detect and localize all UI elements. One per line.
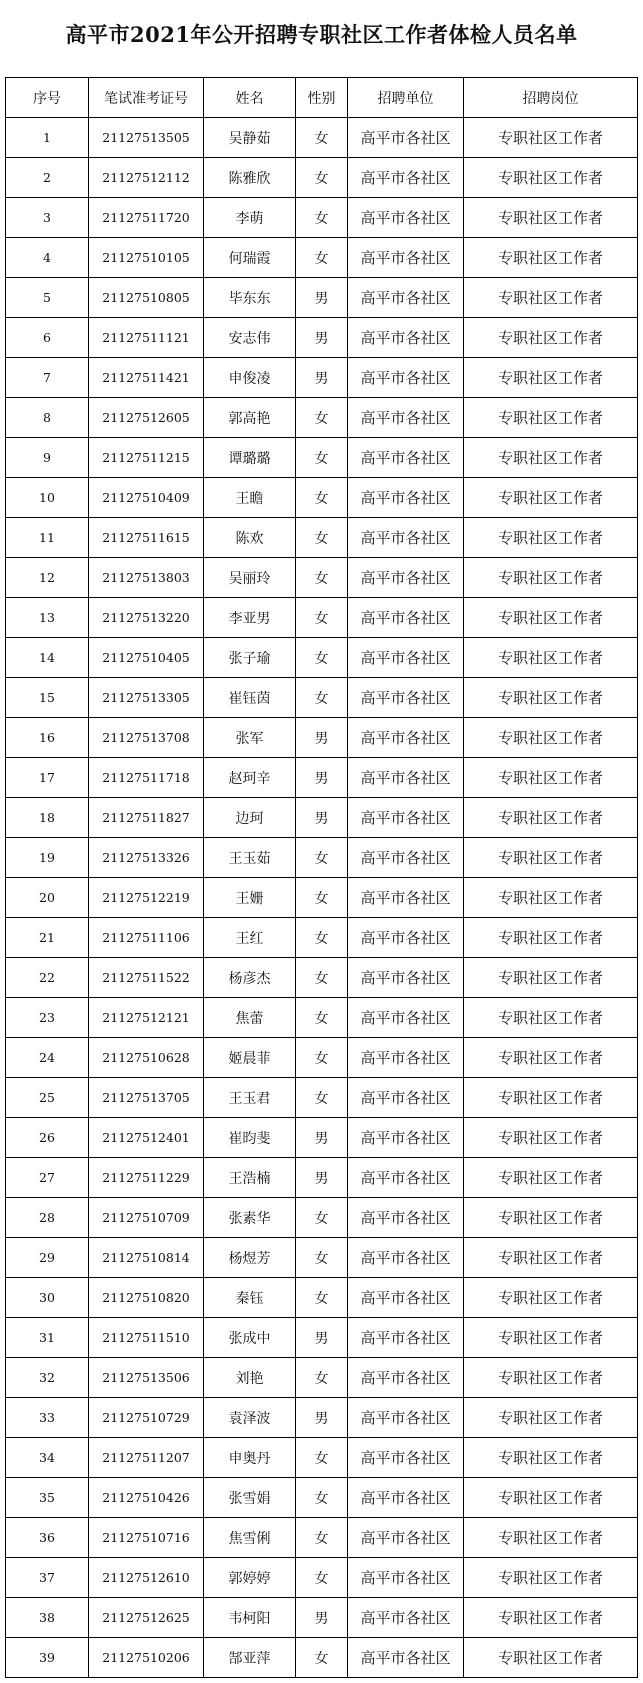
cell-gender: 男 [296, 798, 348, 838]
cell-exam-number: 21127512401 [89, 1118, 204, 1158]
cell-exam-number: 21127512121 [89, 998, 204, 1038]
cell-seq: 31 [6, 1318, 89, 1358]
cell-gender: 女 [296, 878, 348, 918]
cell-seq: 19 [6, 838, 89, 878]
cell-seq: 18 [6, 798, 89, 838]
cell-gender: 女 [296, 1558, 348, 1598]
cell-recruiting-unit: 高平市各社区 [348, 1358, 464, 1398]
cell-gender: 女 [296, 558, 348, 598]
cell-recruiting-unit: 高平市各社区 [348, 1598, 464, 1638]
cell-recruiting-unit: 高平市各社区 [348, 958, 464, 998]
cell-seq: 2 [6, 158, 89, 198]
cell-recruiting-unit: 高平市各社区 [348, 118, 464, 158]
cell-name: 陈欢 [204, 518, 296, 558]
cell-recruiting-unit: 高平市各社区 [348, 838, 464, 878]
cell-seq: 11 [6, 518, 89, 558]
cell-name: 王红 [204, 918, 296, 958]
header-gender: 性别 [296, 78, 348, 118]
cell-exam-number: 21127510628 [89, 1038, 204, 1078]
cell-recruiting-unit: 高平市各社区 [348, 1118, 464, 1158]
cell-name: 赵珂辛 [204, 758, 296, 798]
cell-recruiting-unit: 高平市各社区 [348, 198, 464, 238]
cell-gender: 女 [296, 1238, 348, 1278]
cell-recruiting-post: 专职社区工作者 [464, 118, 638, 158]
table-row [6, 838, 638, 878]
table-row [6, 1038, 638, 1078]
cell-seq: 9 [6, 438, 89, 478]
cell-gender: 女 [296, 518, 348, 558]
cell-exam-number: 21127511215 [89, 438, 204, 478]
cell-seq: 37 [6, 1558, 89, 1598]
cell-recruiting-unit: 高平市各社区 [348, 238, 464, 278]
header-name: 姓名 [204, 78, 296, 118]
cell-gender: 女 [296, 158, 348, 198]
cell-exam-number: 21127510405 [89, 638, 204, 678]
table-row [6, 318, 638, 358]
cell-recruiting-post: 专职社区工作者 [464, 1078, 638, 1118]
cell-recruiting-post: 专职社区工作者 [464, 838, 638, 878]
cell-name: 焦雪俐 [204, 1518, 296, 1558]
cell-gender: 男 [296, 718, 348, 758]
cell-recruiting-post: 专职社区工作者 [464, 1478, 638, 1518]
table-row [6, 1278, 638, 1318]
table-row [6, 1158, 638, 1198]
cell-exam-number: 21127510709 [89, 1198, 204, 1238]
cell-recruiting-unit: 高平市各社区 [348, 878, 464, 918]
table-row [6, 878, 638, 918]
cell-recruiting-post: 专职社区工作者 [464, 638, 638, 678]
cell-recruiting-unit: 高平市各社区 [348, 678, 464, 718]
cell-seq: 1 [6, 118, 89, 158]
cell-seq: 34 [6, 1438, 89, 1478]
cell-name: 韦柯阳 [204, 1598, 296, 1638]
cell-seq: 6 [6, 318, 89, 358]
cell-name: 谭璐璐 [204, 438, 296, 478]
cell-gender: 女 [296, 238, 348, 278]
cell-gender: 女 [296, 1358, 348, 1398]
cell-recruiting-post: 专职社区工作者 [464, 758, 638, 798]
cell-gender: 女 [296, 678, 348, 718]
cell-name: 郜亚萍 [204, 1638, 296, 1678]
cell-recruiting-post: 专职社区工作者 [464, 398, 638, 438]
cell-gender: 女 [296, 1038, 348, 1078]
cell-exam-number: 21127512112 [89, 158, 204, 198]
cell-recruiting-post: 专职社区工作者 [464, 1318, 638, 1358]
cell-gender: 男 [296, 358, 348, 398]
cell-seq: 17 [6, 758, 89, 798]
cell-name: 申俊凌 [204, 358, 296, 398]
table-row [6, 718, 638, 758]
cell-recruiting-post: 专职社区工作者 [464, 278, 638, 318]
cell-recruiting-unit: 高平市各社区 [348, 1438, 464, 1478]
cell-exam-number: 21127510105 [89, 238, 204, 278]
cell-recruiting-unit: 高平市各社区 [348, 1478, 464, 1518]
candidate-table [5, 77, 638, 1678]
cell-recruiting-post: 专职社区工作者 [464, 1158, 638, 1198]
cell-name: 王浩楠 [204, 1158, 296, 1198]
cell-recruiting-post: 专职社区工作者 [464, 998, 638, 1038]
table-row [6, 118, 638, 158]
cell-recruiting-unit: 高平市各社区 [348, 638, 464, 678]
cell-gender: 女 [296, 838, 348, 878]
cell-exam-number: 21127510716 [89, 1518, 204, 1558]
cell-recruiting-post: 专职社区工作者 [464, 1118, 638, 1158]
cell-exam-number: 21127513708 [89, 718, 204, 758]
table-row [6, 1598, 638, 1638]
cell-recruiting-post: 专职社区工作者 [464, 1638, 638, 1678]
table-row [6, 798, 638, 838]
cell-recruiting-post: 专职社区工作者 [464, 158, 638, 198]
cell-recruiting-post: 专职社区工作者 [464, 198, 638, 238]
cell-gender: 女 [296, 398, 348, 438]
cell-name: 姬晨菲 [204, 1038, 296, 1078]
cell-name: 申奥丹 [204, 1438, 296, 1478]
cell-gender: 女 [296, 918, 348, 958]
cell-recruiting-post: 专职社区工作者 [464, 1518, 638, 1558]
table-row [6, 1438, 638, 1478]
table-header-row [6, 78, 638, 118]
cell-exam-number: 21127513220 [89, 598, 204, 638]
cell-recruiting-post: 专职社区工作者 [464, 1358, 638, 1398]
cell-gender: 男 [296, 758, 348, 798]
cell-recruiting-post: 专职社区工作者 [464, 958, 638, 998]
cell-name: 杨彦杰 [204, 958, 296, 998]
table-row [6, 958, 638, 998]
table-row [6, 1118, 638, 1158]
cell-name: 张子瑜 [204, 638, 296, 678]
cell-exam-number: 21127511720 [89, 198, 204, 238]
cell-exam-number: 21127513305 [89, 678, 204, 718]
table-row [6, 558, 638, 598]
cell-seq: 22 [6, 958, 89, 998]
cell-seq: 26 [6, 1118, 89, 1158]
table-row [6, 678, 638, 718]
table-row [6, 598, 638, 638]
table-row [6, 518, 638, 558]
cell-exam-number: 21127510805 [89, 278, 204, 318]
cell-recruiting-post: 专职社区工作者 [464, 238, 638, 278]
cell-gender: 女 [296, 1438, 348, 1478]
cell-name: 王玉茹 [204, 838, 296, 878]
cell-name: 王姗 [204, 878, 296, 918]
cell-recruiting-unit: 高平市各社区 [348, 1038, 464, 1078]
cell-gender: 男 [296, 1598, 348, 1638]
cell-name: 张成中 [204, 1318, 296, 1358]
cell-exam-number: 21127511121 [89, 318, 204, 358]
cell-recruiting-unit: 高平市各社区 [348, 1318, 464, 1358]
cell-exam-number: 21127510409 [89, 478, 204, 518]
cell-seq: 32 [6, 1358, 89, 1398]
cell-seq: 36 [6, 1518, 89, 1558]
cell-gender: 女 [296, 1638, 348, 1678]
table-row [6, 438, 638, 478]
cell-recruiting-unit: 高平市各社区 [348, 1278, 464, 1318]
cell-name: 边珂 [204, 798, 296, 838]
cell-recruiting-unit: 高平市各社区 [348, 1158, 464, 1198]
cell-seq: 13 [6, 598, 89, 638]
table-row [6, 1638, 638, 1678]
cell-name: 袁泽波 [204, 1398, 296, 1438]
cell-recruiting-unit: 高平市各社区 [348, 998, 464, 1038]
cell-gender: 女 [296, 1278, 348, 1318]
table-row [6, 1518, 638, 1558]
header-recruiting-post: 招聘岗位 [464, 78, 638, 118]
cell-recruiting-post: 专职社区工作者 [464, 798, 638, 838]
cell-gender: 男 [296, 1398, 348, 1438]
cell-gender: 男 [296, 278, 348, 318]
table-row [6, 918, 638, 958]
cell-exam-number: 21127511827 [89, 798, 204, 838]
cell-exam-number: 21127512610 [89, 1558, 204, 1598]
cell-name: 郭婷婷 [204, 1558, 296, 1598]
cell-recruiting-unit: 高平市各社区 [348, 1398, 464, 1438]
cell-seq: 30 [6, 1278, 89, 1318]
cell-gender: 男 [296, 1318, 348, 1358]
cell-exam-number: 21127511615 [89, 518, 204, 558]
cell-recruiting-post: 专职社区工作者 [464, 478, 638, 518]
cell-name: 安志伟 [204, 318, 296, 358]
table-row [6, 758, 638, 798]
table-row [6, 998, 638, 1038]
cell-gender: 女 [296, 1078, 348, 1118]
cell-recruiting-unit: 高平市各社区 [348, 798, 464, 838]
cell-recruiting-unit: 高平市各社区 [348, 358, 464, 398]
header-recruiting-unit: 招聘单位 [348, 78, 464, 118]
table-row [6, 1398, 638, 1438]
cell-exam-number: 21127512625 [89, 1598, 204, 1638]
cell-recruiting-unit: 高平市各社区 [348, 598, 464, 638]
table-row [6, 1558, 638, 1598]
cell-recruiting-post: 专职社区工作者 [464, 918, 638, 958]
cell-recruiting-unit: 高平市各社区 [348, 518, 464, 558]
cell-name: 毕东东 [204, 278, 296, 318]
cell-seq: 33 [6, 1398, 89, 1438]
cell-seq: 4 [6, 238, 89, 278]
cell-gender: 女 [296, 198, 348, 238]
cell-exam-number: 21127511421 [89, 358, 204, 398]
cell-seq: 5 [6, 278, 89, 318]
cell-recruiting-post: 专职社区工作者 [464, 318, 638, 358]
cell-seq: 12 [6, 558, 89, 598]
cell-seq: 21 [6, 918, 89, 958]
cell-seq: 27 [6, 1158, 89, 1198]
cell-gender: 男 [296, 1118, 348, 1158]
cell-recruiting-post: 专职社区工作者 [464, 598, 638, 638]
table-row [6, 1078, 638, 1118]
cell-gender: 女 [296, 958, 348, 998]
cell-exam-number: 21127511106 [89, 918, 204, 958]
cell-recruiting-unit: 高平市各社区 [348, 318, 464, 358]
cell-exam-number: 21127511522 [89, 958, 204, 998]
cell-exam-number: 21127513505 [89, 118, 204, 158]
table-row [6, 158, 638, 198]
cell-name: 王玉君 [204, 1078, 296, 1118]
cell-recruiting-post: 专职社区工作者 [464, 1198, 638, 1238]
cell-name: 吴丽玲 [204, 558, 296, 598]
cell-exam-number: 21127511718 [89, 758, 204, 798]
cell-seq: 16 [6, 718, 89, 758]
table-row [6, 278, 638, 318]
cell-exam-number: 21127510814 [89, 1238, 204, 1278]
cell-recruiting-post: 专职社区工作者 [464, 1278, 638, 1318]
cell-recruiting-post: 专职社区工作者 [464, 1038, 638, 1078]
cell-recruiting-post: 专职社区工作者 [464, 1598, 638, 1638]
cell-seq: 15 [6, 678, 89, 718]
cell-exam-number: 21127510426 [89, 1478, 204, 1518]
cell-recruiting-post: 专职社区工作者 [464, 718, 638, 758]
cell-exam-number: 21127511207 [89, 1438, 204, 1478]
cell-recruiting-unit: 高平市各社区 [348, 478, 464, 518]
cell-recruiting-unit: 高平市各社区 [348, 278, 464, 318]
cell-seq: 29 [6, 1238, 89, 1278]
cell-recruiting-unit: 高平市各社区 [348, 718, 464, 758]
cell-recruiting-unit: 高平市各社区 [348, 758, 464, 798]
cell-name: 吴静茹 [204, 118, 296, 158]
cell-gender: 女 [296, 478, 348, 518]
cell-name: 张素华 [204, 1198, 296, 1238]
cell-name: 杨煜芳 [204, 1238, 296, 1278]
cell-gender: 女 [296, 598, 348, 638]
table-row [6, 238, 638, 278]
cell-gender: 女 [296, 118, 348, 158]
table-row [6, 1358, 638, 1398]
cell-name: 李萌 [204, 198, 296, 238]
header-seq: 序号 [6, 78, 89, 118]
cell-seq: 10 [6, 478, 89, 518]
table-row [6, 398, 638, 438]
table-row [6, 1238, 638, 1278]
cell-gender: 男 [296, 1158, 348, 1198]
header-exam-number: 笔试准考证号 [89, 78, 204, 118]
cell-recruiting-unit: 高平市各社区 [348, 1238, 464, 1278]
cell-seq: 25 [6, 1078, 89, 1118]
cell-seq: 14 [6, 638, 89, 678]
cell-recruiting-post: 专职社区工作者 [464, 438, 638, 478]
cell-recruiting-post: 专职社区工作者 [464, 1238, 638, 1278]
cell-seq: 35 [6, 1478, 89, 1518]
cell-gender: 女 [296, 1198, 348, 1238]
cell-recruiting-unit: 高平市各社区 [348, 1518, 464, 1558]
cell-exam-number: 21127513705 [89, 1078, 204, 1118]
table-body [6, 118, 638, 1678]
cell-gender: 女 [296, 1478, 348, 1518]
cell-recruiting-post: 专职社区工作者 [464, 518, 638, 558]
cell-exam-number: 21127513803 [89, 558, 204, 598]
cell-recruiting-post: 专职社区工作者 [464, 1438, 638, 1478]
cell-name: 张军 [204, 718, 296, 758]
cell-seq: 3 [6, 198, 89, 238]
cell-exam-number: 21127513326 [89, 838, 204, 878]
cell-recruiting-unit: 高平市各社区 [348, 1198, 464, 1238]
cell-recruiting-post: 专职社区工作者 [464, 1558, 638, 1598]
cell-recruiting-unit: 高平市各社区 [348, 438, 464, 478]
cell-name: 张雪娟 [204, 1478, 296, 1518]
table-row [6, 198, 638, 238]
cell-name: 崔昀斐 [204, 1118, 296, 1158]
cell-recruiting-post: 专职社区工作者 [464, 358, 638, 398]
cell-exam-number: 21127511510 [89, 1318, 204, 1358]
cell-recruiting-unit: 高平市各社区 [348, 1638, 464, 1678]
cell-recruiting-unit: 高平市各社区 [348, 1078, 464, 1118]
cell-exam-number: 21127513506 [89, 1358, 204, 1398]
cell-name: 陈雅欣 [204, 158, 296, 198]
cell-seq: 8 [6, 398, 89, 438]
table-row [6, 358, 638, 398]
cell-seq: 7 [6, 358, 89, 398]
cell-gender: 女 [296, 1518, 348, 1558]
cell-gender: 女 [296, 998, 348, 1038]
page-title: 高平市2021年公开招聘专职社区工作者体检人员名单 [65, 22, 578, 47]
cell-recruiting-unit: 高平市各社区 [348, 558, 464, 598]
cell-exam-number: 21127510729 [89, 1398, 204, 1438]
cell-name: 郭高艳 [204, 398, 296, 438]
cell-exam-number: 21127511229 [89, 1158, 204, 1198]
cell-seq: 23 [6, 998, 89, 1038]
table-row [6, 638, 638, 678]
cell-seq: 39 [6, 1638, 89, 1678]
cell-recruiting-unit: 高平市各社区 [348, 158, 464, 198]
cell-seq: 28 [6, 1198, 89, 1238]
cell-gender: 女 [296, 438, 348, 478]
cell-name: 李亚男 [204, 598, 296, 638]
cell-exam-number: 21127512605 [89, 398, 204, 438]
cell-recruiting-unit: 高平市各社区 [348, 1558, 464, 1598]
cell-exam-number: 21127510820 [89, 1278, 204, 1318]
cell-recruiting-post: 专职社区工作者 [464, 678, 638, 718]
cell-recruiting-post: 专职社区工作者 [464, 558, 638, 598]
cell-recruiting-unit: 高平市各社区 [348, 918, 464, 958]
cell-seq: 20 [6, 878, 89, 918]
cell-seq: 38 [6, 1598, 89, 1638]
cell-gender: 男 [296, 318, 348, 358]
table-row [6, 1198, 638, 1238]
cell-name: 何瑞霞 [204, 238, 296, 278]
cell-exam-number: 21127512219 [89, 878, 204, 918]
cell-gender: 女 [296, 638, 348, 678]
cell-recruiting-post: 专职社区工作者 [464, 1398, 638, 1438]
table-row [6, 1478, 638, 1518]
table-row [6, 478, 638, 518]
cell-name: 刘艳 [204, 1358, 296, 1398]
table-row [6, 1318, 638, 1358]
cell-name: 焦蕾 [204, 998, 296, 1038]
cell-recruiting-unit: 高平市各社区 [348, 398, 464, 438]
cell-name: 秦钰 [204, 1278, 296, 1318]
cell-name: 崔钰茵 [204, 678, 296, 718]
cell-recruiting-post: 专职社区工作者 [464, 878, 638, 918]
cell-name: 王瞻 [204, 478, 296, 518]
cell-seq: 24 [6, 1038, 89, 1078]
cell-exam-number: 21127510206 [89, 1638, 204, 1678]
